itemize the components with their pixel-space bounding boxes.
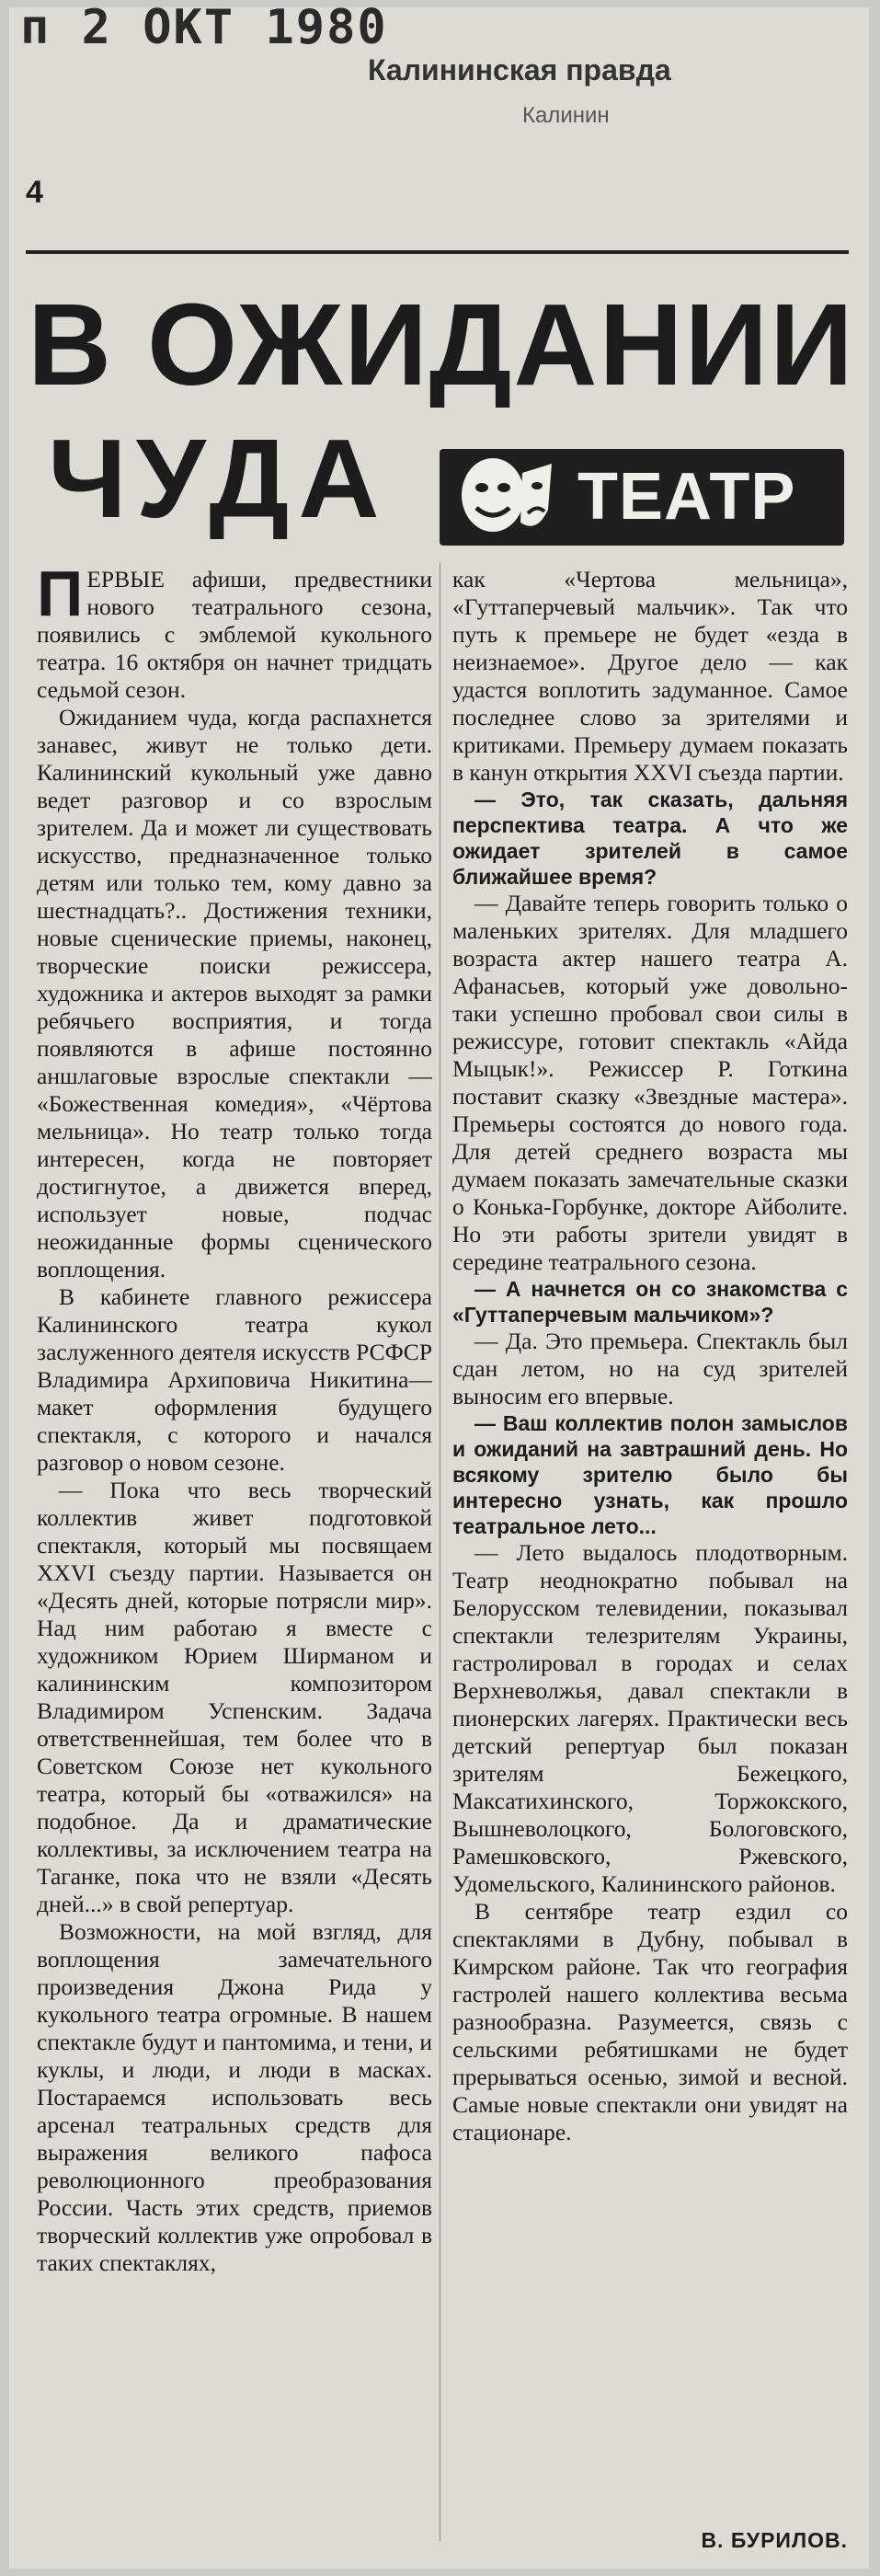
paragraph: — Лето выдалось плодотворным. Театр неоднократно побывал на Белорусском телевидении, показывал спектакли телезрителям Украины, гастролировал в городах и селах Верхневолжья, давал спектакли в пионерских лагерях. Практически весь детский репертуар был показан зрителям Бежецкого, Максатихинского, Торжокского, Вышневолоцкого, Бологовского, Рамешковского, Ржевского, Удомельского, Калининского районов. [452,1539,848,1897]
headline-line-2: ЧУДА [48,416,389,541]
paragraph: В кабинете главного режиссера Калининского театра кукол заслуженного деятеля искусств РСФСР Владимира Архиповича Никитина—макет оформления будущего спектакля, с которого и начался разговор о новом сезоне. [37,1283,432,1476]
paragraph: Возможности, на мой взгляд, для воплощения замечательного произведения Джона Рида у кукольного театра огромные. В нашем спектакле будут и пантомима, и тени, и куклы, и люди, и люди в масках. Постараемся использовать весь арсенал театральных средств для выражения великого пафоса революционного преобразования России. Часть этих средств, приемов творческий коллектив уже опробовал в таких спектаклях, [37,1918,432,2276]
stamp-date: 2 ОКТ 1980 [81,0,388,55]
interview-question: — А начнется он со знакомства с «Гуттаперчевым мальчиком»? [452,1277,848,1327]
interview-question: — Ваш коллектив полон замыслов и ожиданий на завтрашний день. Но всякому зрителю было бы интересно узнать, как прошло театральное лето... [452,1411,848,1538]
headline-line-1: В ОЖИДАНИИ [28,280,855,409]
paragraph: — Давайте теперь говорить только о маленьких зрителях. Для младшего возраста актер нашего театра А. Афанасьев, который уже довольно-таки успешно пробовал свои силы в режиссуре, готовит спектакль «Айда Мыцык!». Режиссер Р. Готкина поставит сказку «Звездные мастера». Премьеры состоятся до нового года. Для детей среднего возраста мы думаем показать замечательные сказки о Конька-Горбунке, докторе Айболите. Но эти работы зрители увидят в середине театрального сезона. [452,890,848,1275]
newspaper-name: Калининская правда [368,53,671,86]
paragraph: Ожиданием чуда, когда распахнется занавес, живут не только дети. Калининский кукольный уже давно ведет разговор и со взрослым зрителем. Да и может ли существовать искусство, предназначенное только детям или только тем, кому давно за шестнадцать?.. Достижения техники, новые сценические приемы, наконец, творческие поиски режиссера, художника и актеров выходят за рамки ребячьего восприятия, и тогда появляются в афише постоянно аншлаговые взрослые спектакли — «Божественная комедия», «Чёртова мельница». Но театр только тогда интересен, когда не повторяет достигнутое, а движется вперед, использует новые, подчас неожиданные формы сценического воплощения. [37,704,432,1282]
stamp-prefix: п [20,0,51,55]
page-number: 4 [26,175,43,210]
column-1 [37,558,432,2277]
theatre-rubric [440,449,844,546]
drop-cap: П [37,558,84,629]
city-name: Калинин [522,103,610,128]
theatre-masks-icon [449,454,559,539]
column-2 [452,566,848,2146]
paragraph: — Пока что весь творческий коллектив живет подготовкой спектакля, который мы посвящаем XXVI съезду партии. Называется он «Десять дней, которые потрясли мир». Над ним работаю я вместе с художником Юрием Ширманом и калининским композитором Владимиром Успенским. Задача ответственнейшая, тем более что в Советском Союзе нет кукольного театра, который бы «отважился» на подобное. Да и драматические коллективы, за исключением театра на Таганке, пока что не взяли «Десять дней...» в свой репертуар. [37,1477,432,1917]
top-rule [26,250,849,254]
paragraph: — Да. Это премьера. Спектакль был сдан летом, но на суд зрителей выносим его впервые. [452,1328,848,1409]
interview-question: — Это, так сказать, дальняя перспектива театра. А что же ожидает зрителей в самое ближайшее время? [452,788,848,889]
date-stamp [20,0,388,64]
author-signature: В. БУРИЛОВ. [701,2528,848,2552]
paragraph-lead [37,558,432,704]
paragraph: как «Чертова мельница», «Гуттаперчевый мальчик». Так что путь к премьере не будет «езда в неизнаемое». Другое дело — как удастся воплотить задуманное. Самое последнее слово за зрителями и критиками. Премьеру думаем показать в канун открытия XXVI съезда партии. [452,566,848,786]
lead-text: ЕРВЫЕ афиши, предвестники нового театрального сезона, появились с эмблемой кукольного театра. 16 октября он начнет тридцать седьмой сезон. [37,566,432,703]
paragraph: В сентябре театр ездил со спектаклями в Дубну, побывал в Кимрском районе. Так что география гастролей нашего коллектива весьма разнообразна. Разумеется, связь с сельскими ребятишками не будет прерываться осенью, зимой и весной. Самые новые спектакли они увидят на стационаре. [452,1898,848,2145]
rubric-label: ТЕАТР [577,460,796,534]
